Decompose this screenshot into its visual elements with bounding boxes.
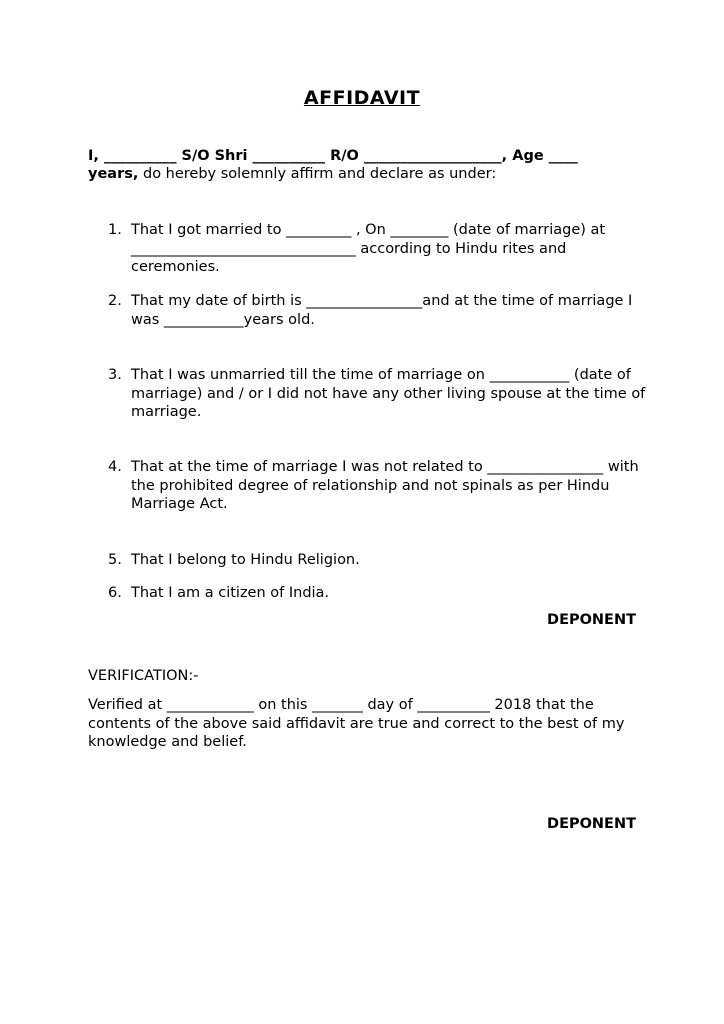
- item-text: That my date of birth is ________________and at the time of marriage I was ___________years old.: [131, 293, 633, 328]
- document-title: AFFIDAVIT: [303, 87, 421, 109]
- item-number: 4.: [108, 459, 122, 475]
- item-text: That at the time of marriage I was not related to ________________ with the prohibited degree of relationship and not spinals as per Hindu Marriage Act.: [131, 459, 639, 512]
- item-text: That I was unmarried till the time of marriage on ___________ (date of marriage) and / or I did not have any other living spouse at the time of marriage.: [131, 367, 646, 420]
- list-item-2: [108, 292, 648, 329]
- item-number: 2.: [108, 293, 122, 309]
- intro-bold-line: I, __________ S/O Shri __________ R/O ___________________, Age ____: [88, 148, 578, 164]
- list-item-1: [108, 221, 648, 277]
- list-item-3: [108, 366, 648, 422]
- list-item-5: [108, 551, 648, 570]
- intro-paragraph: [88, 147, 648, 183]
- list-item-6: [108, 584, 648, 603]
- intro-rest: do hereby solemnly affirm and declare as under:: [138, 166, 497, 182]
- verification-text: Verified at ____________ on this _______ day of __________ 2018 that the contents of the above said affidavit are true and correct to the best of my knowledge and belief.: [88, 697, 625, 750]
- deponent-label-1: DEPONENT: [547, 612, 636, 628]
- intro-bold-years: years,: [88, 166, 139, 182]
- item-number: 1.: [108, 222, 122, 238]
- item-text: That I belong to Hindu Religion.: [131, 552, 360, 568]
- deponent-label-2: DEPONENT: [547, 816, 636, 832]
- verification-label: VERIFICATION:-: [88, 668, 199, 684]
- item-number: 3.: [108, 367, 122, 383]
- item-text: That I got married to _________ , On ________ (date of marriage) at _______________________________ according to Hindu rites and ceremonies.: [131, 222, 606, 275]
- list-item-4: [108, 458, 648, 514]
- item-number: 6.: [108, 585, 122, 601]
- item-text: That I am a citizen of India.: [131, 585, 330, 601]
- item-number: 5.: [108, 552, 122, 568]
